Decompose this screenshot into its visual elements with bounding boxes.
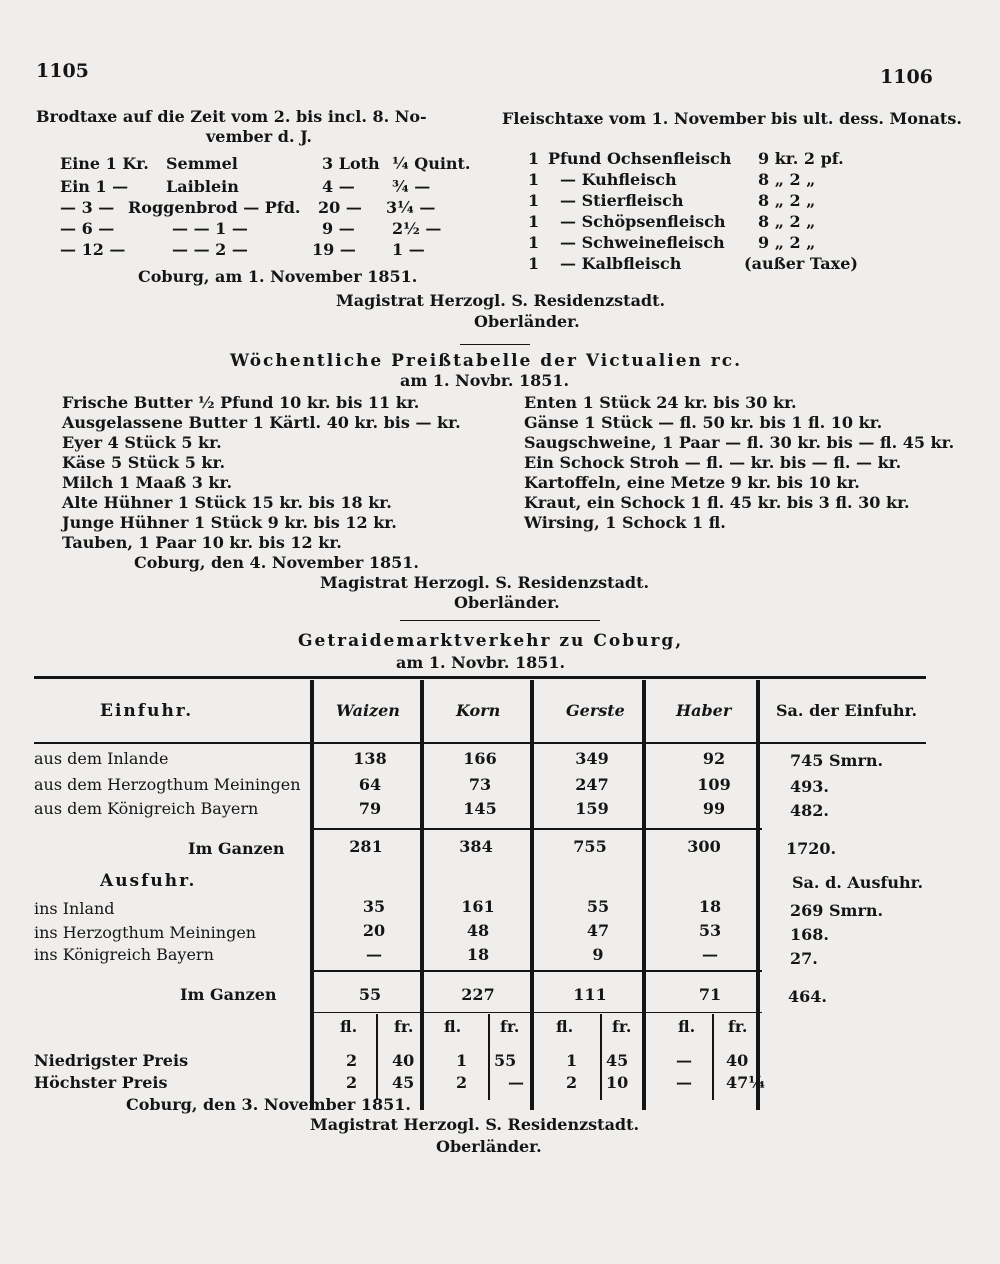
row-sum: 27.: [790, 949, 818, 968]
brod-qty: — 3 —: [60, 198, 115, 217]
cell: 247: [575, 775, 609, 794]
list-item: Kartoffeln, eine Metze 9 kr. bis 10 kr.: [524, 473, 860, 492]
cell: —: [508, 1073, 524, 1092]
cell: 10: [606, 1073, 629, 1092]
row-label: aus dem Königreich Bayern: [34, 799, 259, 818]
magistrat-name: Oberländer.: [474, 312, 580, 331]
list-item: Tauben, 1 Paar 10 kr. bis 12 kr.: [62, 533, 342, 552]
table-header-rule: [34, 742, 926, 744]
brod-quint: 1 —: [392, 240, 425, 259]
cell: 55: [358, 985, 382, 1004]
divider: [460, 344, 530, 345]
preistabelle-date-closing: Coburg, den 4. November 1851.: [134, 553, 419, 572]
row-label: Niedrigster Preis: [34, 1051, 189, 1070]
list-item: Junge Hühner 1 Stück 9 kr. bis 12 kr.: [62, 513, 397, 532]
cell: 755: [573, 837, 607, 856]
col-rule: [756, 680, 760, 1110]
cell: 53: [698, 921, 722, 940]
cell: 138: [353, 749, 387, 768]
cell: 159: [575, 799, 609, 818]
page-number-left: 1105: [36, 60, 89, 82]
cell: 145: [463, 799, 497, 818]
cell: 109: [697, 775, 731, 794]
fleisch-price: 8 „ 2 „: [758, 191, 816, 210]
getraide-title: Getraidemarktverkehr zu Coburg,: [298, 631, 684, 651]
row-sum: 745 Smrn.: [790, 751, 884, 770]
list-item: Alte Hühner 1 Stück 15 kr. bis 18 kr.: [62, 493, 392, 512]
brodtaxe-heading-cont: vember d. J.: [206, 127, 312, 146]
list-item: Ausgelassene Butter 1 Kärtl. 40 kr. bis — kr.: [62, 413, 461, 432]
cell: 79: [358, 799, 382, 818]
header-korn: Korn: [456, 701, 501, 720]
brod-weight: 4 —: [322, 177, 355, 196]
cell: —: [366, 945, 382, 964]
magistrat-line: Magistrat Herzogl. S. Residenzstadt.: [310, 1115, 640, 1134]
page-number-right: 1106: [880, 66, 933, 88]
ausfuhr-total-label: Im Ganzen: [180, 985, 277, 1004]
cell: 161: [461, 897, 495, 916]
brod-item: Roggenbrod — Pfd.: [128, 198, 301, 217]
cell: 47¼: [726, 1073, 765, 1092]
ausfuhr-sum-heading: Sa. d. Ausfuhr.: [792, 873, 924, 892]
row-sum: 493.: [790, 777, 829, 796]
cell: 47: [586, 921, 610, 940]
fleisch-qty: 1: [528, 170, 540, 189]
brod-item: Semmel: [166, 154, 238, 173]
fleisch-qty: 1: [528, 191, 540, 210]
magistrat-name: Oberländer.: [454, 593, 560, 612]
divider: [400, 620, 600, 621]
row-label: Höchster Preis: [34, 1073, 168, 1092]
brod-qty: — 6 —: [60, 219, 115, 238]
brod-item: — — 2 —: [172, 240, 248, 259]
cell: 20: [362, 921, 386, 940]
brod-qty: — 12 —: [60, 240, 126, 259]
cell: 73: [468, 775, 492, 794]
list-item: Milch 1 Maaß 3 kr.: [62, 473, 233, 492]
einfuhr-total-label: Im Ganzen: [188, 839, 285, 858]
fleisch-price: 8 „ 2 „: [758, 212, 816, 231]
fleisch-item: — Stierfleisch: [560, 191, 684, 210]
brod-quint: ¾ —: [392, 177, 431, 196]
list-item: Ein Schock Stroh — fl. — kr. bis — fl. — kr.: [524, 453, 902, 472]
fleisch-price: 9 „ 2 „: [758, 233, 816, 252]
col-subrule: [488, 1014, 490, 1100]
preistabelle-title: Wöchentliche Preißtabelle der Victualien rc.: [230, 351, 743, 371]
fleisch-item: — Kalbfleisch: [560, 254, 682, 273]
header-gerste: Gerste: [566, 701, 625, 720]
fleisch-item: Pfund Ochsenfleisch: [548, 149, 732, 168]
header-einfuhr: Einfuhr.: [100, 701, 194, 721]
col-rule: [530, 680, 534, 1110]
cell: 18: [698, 897, 722, 916]
cell: 1: [566, 1051, 578, 1070]
cell: 349: [575, 749, 609, 768]
cell: —: [676, 1073, 692, 1092]
unit-kr: fr.: [612, 1017, 632, 1036]
cell: 64: [358, 775, 382, 794]
fleisch-item: — Schweinefleisch: [560, 233, 725, 252]
cell: 55: [586, 897, 610, 916]
list-item: Enten 1 Stück 24 kr. bis 30 kr.: [524, 393, 797, 412]
magistrat-line: Magistrat Herzogl. S. Residenzstadt.: [320, 573, 650, 592]
brod-qty: Eine 1 Kr.: [60, 154, 149, 173]
list-item: Wirsing, 1 Schock 1 fl.: [524, 513, 726, 532]
brod-quint: 2½ —: [392, 219, 442, 238]
magistrat-line: Magistrat Herzogl. S. Residenzstadt.: [336, 291, 666, 310]
cell: 1: [456, 1051, 468, 1070]
fleisch-item: — Kuhfleisch: [560, 170, 677, 189]
brod-weight: 3 Loth: [322, 154, 380, 173]
cell: 281: [349, 837, 383, 856]
unit-fl: fl.: [340, 1017, 358, 1036]
getraide-date-closing: Coburg, den 3. November 1851.: [126, 1095, 411, 1114]
einfuhr-total-sum: 1720.: [786, 839, 837, 858]
subtotal-rule: [312, 828, 762, 830]
brod-item: — — 1 —: [172, 219, 248, 238]
cell: 71: [698, 985, 722, 1004]
list-item: Saugschweine, 1 Paar — fl. 30 kr. bis — fl. 45 kr.: [524, 433, 955, 452]
fleisch-qty: 1: [528, 254, 540, 273]
cell: 55: [494, 1051, 517, 1070]
header-haber: Haber: [676, 701, 732, 720]
list-item: Kraut, ein Schock 1 fl. 45 kr. bis 3 fl. 30 kr.: [524, 493, 910, 512]
col-rule: [642, 680, 646, 1110]
list-item: Eyer 4 Stück 5 kr.: [62, 433, 222, 452]
row-label: ins Herzogthum Meiningen: [34, 923, 257, 942]
fleisch-price: 9 kr. 2 pf.: [758, 149, 844, 168]
brod-weight: 9 —: [322, 219, 355, 238]
fleisch-qty: 1: [528, 212, 540, 231]
cell: 48: [466, 921, 490, 940]
fleisch-qty: 1: [528, 149, 540, 168]
row-label: ins Inland: [34, 899, 115, 918]
row-sum: 168.: [790, 925, 829, 944]
col-rule: [310, 680, 314, 1110]
cell: —: [702, 945, 718, 964]
header-sum: Sa. der Einfuhr.: [776, 701, 918, 720]
list-item: Käse 5 Stück 5 kr.: [62, 453, 226, 472]
cell: 40: [726, 1051, 749, 1070]
cell: 166: [463, 749, 497, 768]
cell: 99: [702, 799, 726, 818]
fleisch-qty: 1: [528, 233, 540, 252]
unit-kr: fr.: [500, 1017, 520, 1036]
cell: 9: [592, 945, 604, 964]
brodtaxe-date: Coburg, am 1. November 1851.: [138, 267, 418, 286]
row-label: ins Königreich Bayern: [34, 945, 214, 964]
total-rule: [312, 970, 762, 972]
cell: 92: [702, 749, 726, 768]
unit-fl: fl.: [444, 1017, 462, 1036]
magistrat-name: Oberländer.: [436, 1137, 542, 1156]
unit-fl: fl.: [678, 1017, 696, 1036]
brod-quint: ¼ Quint.: [392, 154, 471, 173]
list-item: Frische Butter ½ Pfund 10 kr. bis 11 kr.: [62, 393, 420, 412]
row-label: aus dem Inlande: [34, 749, 169, 768]
cell: 35: [362, 897, 386, 916]
brod-quint: 3¼ —: [386, 198, 436, 217]
brod-qty: Ein 1 —: [60, 177, 129, 196]
brod-weight: 19 —: [312, 240, 356, 259]
cell: 227: [461, 985, 495, 1004]
unit-fl: fl.: [556, 1017, 574, 1036]
cell: 111: [573, 985, 607, 1004]
brod-weight: 20 —: [318, 198, 362, 217]
fleisch-price: 8 „ 2 „: [758, 170, 816, 189]
unit-kr: fr.: [728, 1017, 748, 1036]
col-subrule: [600, 1014, 602, 1100]
ausfuhr-total-sum: 464.: [788, 987, 827, 1006]
brodtaxe-heading: Brodtaxe auf die Zeit vom 2. bis incl. 8. No-: [36, 107, 427, 126]
row-sum: 482.: [790, 801, 829, 820]
fleisch-item: — Schöpsenfleisch: [560, 212, 726, 231]
header-waizen: Waizen: [336, 701, 400, 720]
fleisch-price: (außer Taxe): [744, 254, 858, 273]
col-subrule: [376, 1014, 378, 1100]
row-label: aus dem Herzogthum Meiningen: [34, 775, 301, 794]
ausfuhr-heading: Ausfuhr.: [100, 871, 197, 891]
cell: 2: [456, 1073, 468, 1092]
cell: 2: [346, 1051, 358, 1070]
cell: 18: [466, 945, 490, 964]
col-subrule: [712, 1014, 714, 1100]
table-top-rule: [34, 676, 926, 679]
cell: 300: [687, 837, 721, 856]
cell: 2: [566, 1073, 578, 1092]
cell: 2: [346, 1073, 358, 1092]
col-rule: [420, 680, 424, 1110]
fleischtaxe-heading: Fleischtaxe vom 1. November bis ult. dess. Monats.: [502, 109, 962, 128]
cell: 384: [459, 837, 493, 856]
list-item: Gänse 1 Stück — fl. 50 kr. bis 1 fl. 10 kr.: [524, 413, 883, 432]
cell: 45: [606, 1051, 629, 1070]
price-rule: [312, 1012, 762, 1013]
brod-item: Laiblein: [166, 177, 239, 196]
cell: 40: [392, 1051, 415, 1070]
row-sum: 269 Smrn.: [790, 901, 884, 920]
unit-kr: fr.: [394, 1017, 414, 1036]
getraide-date: am 1. Novbr. 1851.: [396, 653, 566, 672]
cell: —: [676, 1051, 692, 1070]
preistabelle-date: am 1. Novbr. 1851.: [400, 371, 570, 390]
cell: 45: [392, 1073, 415, 1092]
